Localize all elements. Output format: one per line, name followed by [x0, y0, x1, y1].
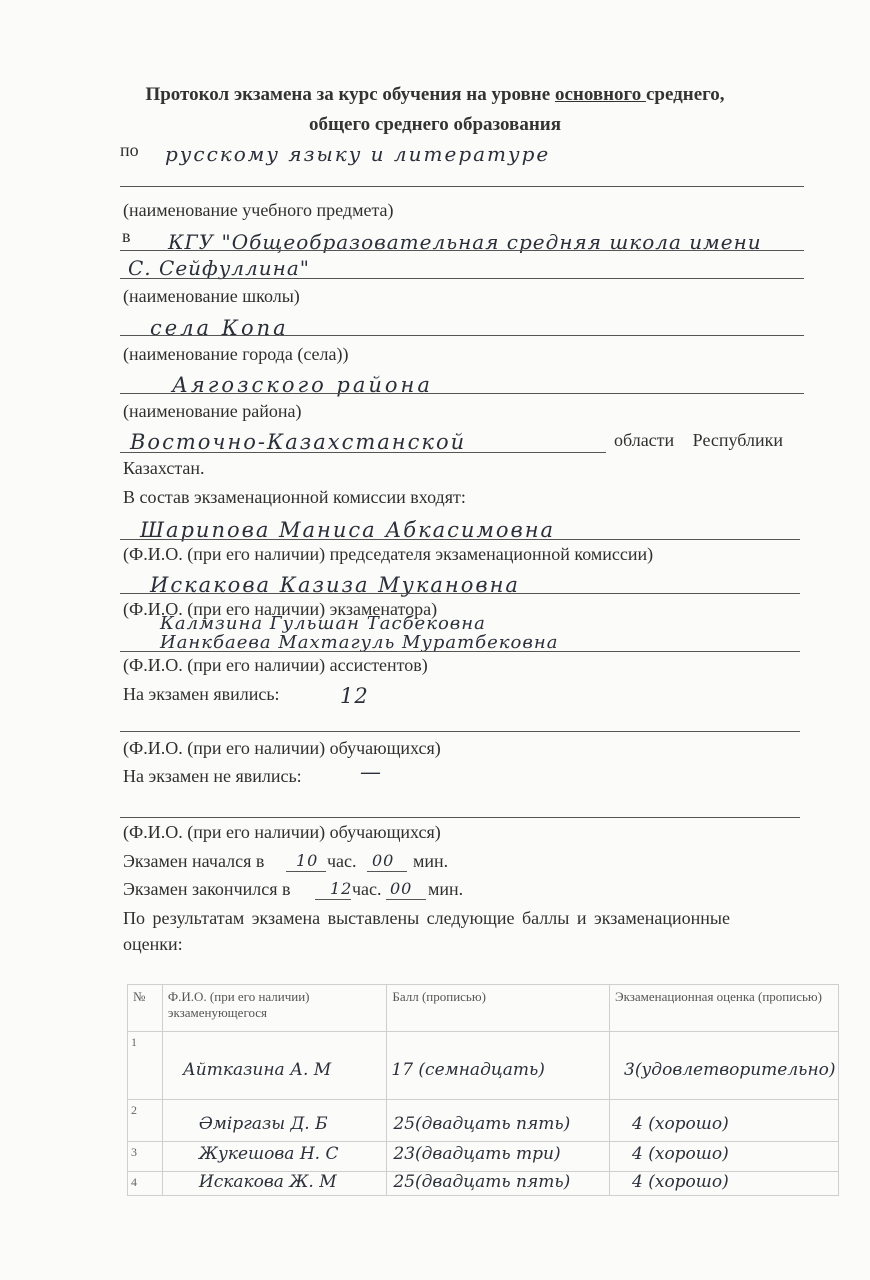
table-header-row [128, 985, 839, 1032]
row-name: Искакова Ж. М [198, 1172, 337, 1192]
protocol-title-line2: общего среднего образования [308, 114, 561, 135]
end-hour-line [315, 899, 351, 900]
row-num: 1 [128, 1032, 163, 1100]
row-score: 23(двадцать три) [393, 1144, 561, 1164]
row-grade: 4 (хорошо) [632, 1114, 729, 1134]
absent-label: На экзамен не явились: [123, 766, 302, 786]
subject-line [120, 186, 804, 187]
school-value-line1: КГУ "Общеобразовательная средняя школа имени [168, 230, 762, 254]
row-name-cell [162, 1100, 387, 1142]
table-row [128, 1142, 839, 1172]
header-score: Балл (прописью) [387, 985, 610, 1032]
row-grade-cell [610, 1142, 839, 1172]
district-value: Аягозского района [172, 373, 433, 397]
row-score: 25(двадцать пять) [393, 1172, 571, 1192]
subject-value: русскому языку и литературе [165, 142, 551, 166]
protocol-title-line1 [0, 84, 870, 106]
row-name: Жукешова Н. С [198, 1144, 339, 1164]
row-name: Айтказина А. М [182, 1060, 332, 1080]
region-line [120, 452, 606, 453]
start-min-unit: мин. [413, 851, 449, 871]
row-name-cell [162, 1142, 387, 1172]
start-hour: 10 [296, 851, 319, 870]
table-row [128, 1172, 839, 1196]
school-value-line2: С. Сейфуллина" [128, 256, 310, 280]
results-intro-line2: оценки: [123, 934, 183, 954]
subject-prefix: по [120, 140, 139, 160]
row-grade: 4 (хорошо) [632, 1172, 729, 1192]
row-name-cell [162, 1032, 387, 1100]
school-caption: (наименование школы) [123, 286, 300, 306]
header-name: Ф.И.О. (при его наличии) экзаменующегося [162, 985, 387, 1032]
row-name: Әміргазы Д. Б [198, 1114, 328, 1134]
row-num: 2 [128, 1100, 163, 1142]
assistant2-value: Ианкбаева Махтагуль Муратбековна [160, 632, 559, 653]
examiner-value: Искакова Казиза Мукановна [150, 573, 520, 597]
title-part: Протокол экзамена за курс обучения на уровне [145, 84, 555, 105]
present-value: 12 [340, 684, 369, 708]
header-num: № [128, 985, 163, 1032]
district-line [120, 393, 804, 394]
title-part-end: среднего, [645, 84, 725, 105]
row-grade: 4 (хорошо) [632, 1144, 729, 1164]
city-line [120, 335, 804, 336]
row-grade-cell [610, 1172, 839, 1196]
present-caption: (Ф.И.О. (при его наличии) обучающихся) [123, 738, 441, 758]
title-underlined-part: основного [554, 84, 646, 105]
header-grade: Экзаменационная оценка (прописью) [610, 985, 839, 1032]
school-line1 [120, 250, 804, 251]
country-text: Казахстан. [123, 458, 205, 478]
district-caption: (наименование района) [123, 401, 302, 421]
examiner-caption: (Ф.И.О. (при его наличии) экзаменатора) [123, 599, 438, 619]
row-grade-cell [610, 1032, 839, 1100]
row-score-cell [387, 1032, 610, 1100]
absent-caption: (Ф.И.О. (при его наличии) обучающихся) [123, 822, 441, 842]
chair-line [120, 539, 800, 540]
row-num: 4 [128, 1172, 163, 1196]
commission-intro: В состав экзаменационной комиссии входят: [123, 487, 466, 507]
row-score-cell [387, 1100, 610, 1142]
subject-caption: (наименование учебного предмета) [123, 200, 394, 220]
city-value: села Копа [150, 316, 289, 340]
school-prefix: в [122, 226, 131, 246]
start-min: 00 [372, 851, 395, 870]
end-hour-unit: час. [352, 879, 382, 899]
start-hour-line [286, 871, 326, 872]
row-score-cell [387, 1172, 610, 1196]
row-score: 17 (семнадцать) [391, 1060, 545, 1080]
examiner-line [120, 593, 800, 594]
table-row [128, 1032, 839, 1100]
end-min-unit: мин. [428, 879, 464, 899]
chair-caption: (Ф.И.О. (при его наличии) председателя экзаменационной комиссии) [123, 544, 654, 564]
row-num: 3 [128, 1142, 163, 1172]
start-min-line [367, 871, 407, 872]
end-label: Экзамен закончился в [123, 879, 291, 899]
results-intro-line1: По результатам экзамена выставлены следующие баллы и экзаменационные [123, 908, 730, 928]
school-line2 [120, 278, 804, 279]
absent-line [120, 817, 800, 818]
table-row [128, 1100, 839, 1142]
assistant1-value: Калмзина Гульшан Тасбековна [160, 613, 486, 634]
row-name-cell [162, 1172, 387, 1196]
absent-value: — [360, 760, 382, 784]
present-label: На экзамен явились: [123, 684, 280, 704]
present-line [120, 731, 800, 732]
row-grade: 3(удовлетворительно) [624, 1060, 836, 1080]
end-min-line [386, 899, 426, 900]
end-min: 00 [390, 879, 413, 898]
end-hour: 12 [330, 879, 353, 898]
row-score: 25(двадцать пять) [393, 1114, 571, 1134]
assistants-caption: (Ф.И.О. (при его наличии) ассистентов) [123, 655, 428, 675]
region-value: Восточно-Казахстанской [130, 430, 467, 454]
row-grade-cell [610, 1100, 839, 1142]
chair-value: Шарипова Маниса Абкасимовна [140, 518, 556, 542]
city-caption: (наименование города (села)) [123, 344, 349, 364]
row-score-cell [387, 1142, 610, 1172]
start-hour-unit: час. [327, 851, 357, 871]
region-suffix: области Республики [614, 430, 783, 450]
start-label: Экзамен начался в [123, 851, 265, 871]
results-table [127, 984, 839, 1196]
assistants-line [120, 651, 800, 652]
